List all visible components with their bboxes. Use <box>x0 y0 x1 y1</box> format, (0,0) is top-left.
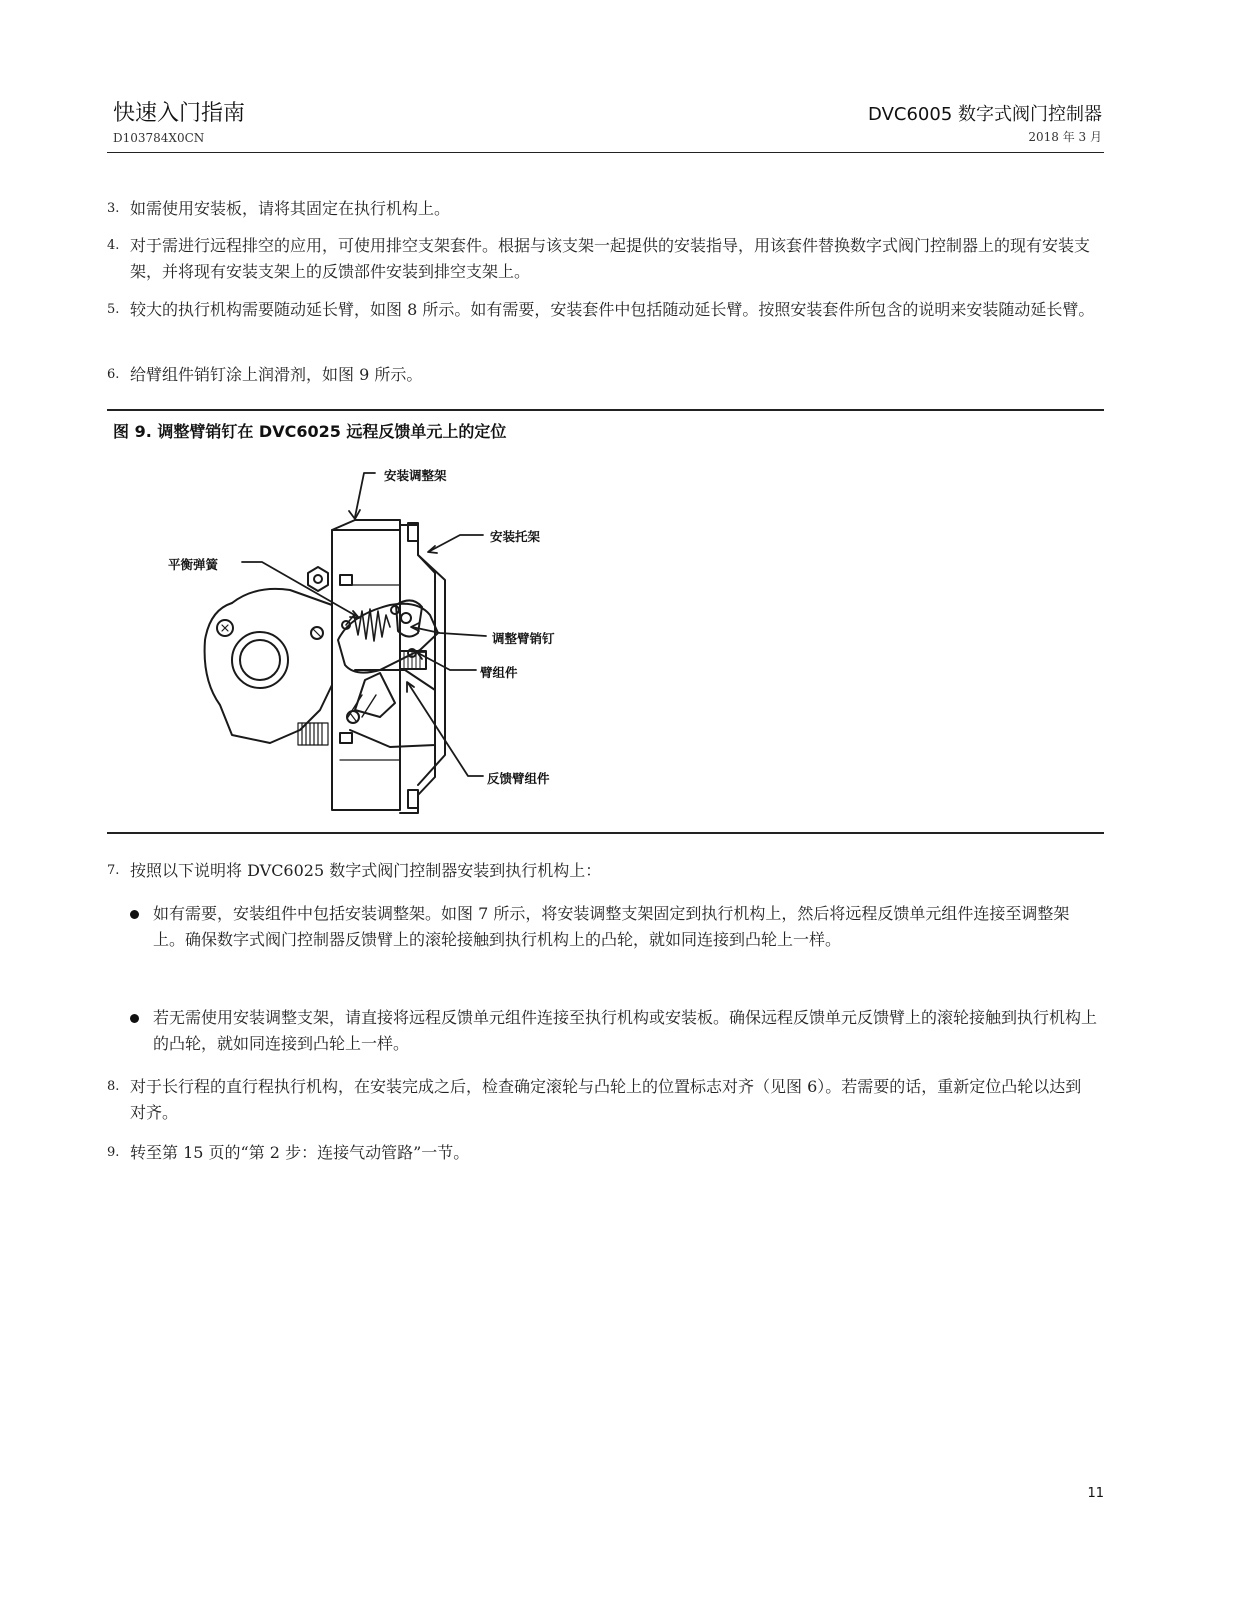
bullet-item <box>130 901 1085 953</box>
step-text: 较大的执行机构需要随动延长臂，如图 8 所示。如有需要，安装套件中包括随动延长臂。按照安装套件所包含的说明来安装随动延长臂。 <box>130 300 1095 319</box>
step-item <box>107 297 1097 323</box>
step-item <box>107 233 1097 285</box>
publication-date: 2018 年 3 月 <box>1028 130 1102 144</box>
label-arm-assembly: 臂组件 <box>480 665 518 680</box>
label-adjust-arm-pin: 调整臂销钉 <box>492 631 555 646</box>
step-item <box>107 196 1097 222</box>
step-text: 给臂组件销钉涂上润滑剂，如图 9 所示。 <box>130 365 423 384</box>
bullet-item <box>130 1005 1105 1057</box>
doc-number: D103784X0CN <box>113 131 205 145</box>
step-number: 7. <box>107 863 120 878</box>
bullet-text: 如有需要，安装组件中包括安装调整架。如图 7 所示，将安装调整支架固定到执行机构上，然后将远程反馈单元组件连接至调整架上。确保数字式阀门控制器反馈臂上的滚轮接触到执行机构上的凸轮，就如同连接到凸轮上一样。 <box>153 904 1070 949</box>
step-number: 5. <box>107 302 120 317</box>
label-mount-bracket: 安装托架 <box>490 529 541 544</box>
leader-mount-bracket <box>430 535 483 551</box>
step-number: 3. <box>107 201 120 216</box>
leader-adjust-arm-pin <box>412 627 486 636</box>
guide-title: 快速入门指南 <box>113 101 246 126</box>
bullet-dot <box>130 910 139 919</box>
step-item <box>107 1140 1097 1166</box>
step-text: 对于需进行远程排空的应用，可使用排空支架套件。根据与该支架一起提供的安装指导，用该套件替换数字式阀门控制器上的现有安装支架，并将现有安装支架上的反馈部件安装到排空支架上。 <box>130 236 1091 281</box>
step-text: 对于长行程的直行程执行机构，在安装完成之后，检查确定滚轮与凸轮上的位置标志对齐（见图 6）。若需要的话，重新定位凸轮以达到对齐。 <box>130 1077 1082 1122</box>
label-feedback-arm-assembly: 反馈臂组件 <box>487 771 550 786</box>
step-number: 4. <box>107 238 120 253</box>
figure-top-rule <box>107 409 1104 411</box>
figure-bottom-rule <box>107 832 1104 834</box>
step-text: 转至第 15 页的“第 2 步：连接气动管路”一节。 <box>130 1143 470 1162</box>
label-balance-spring: 平衡弹簧 <box>168 557 219 572</box>
figure-caption: 图 9. 调整臂销钉在 DVC6025 远程反馈单元上的定位 <box>113 422 507 441</box>
step-number: 8. <box>107 1079 120 1094</box>
bullet-dot <box>130 1014 139 1023</box>
header-rule <box>107 152 1104 153</box>
product-title: DVC6005 数字式阀门控制器 <box>868 104 1102 125</box>
step-item <box>107 362 1097 388</box>
step-item <box>107 858 1097 884</box>
housing-body <box>205 603 332 743</box>
step-text: 按照以下说明将 DVC6025 数字式阀门控制器安装到执行机构上： <box>130 861 602 880</box>
page-number: 11 <box>1087 1486 1104 1501</box>
label-adjust-frame: 安装调整架 <box>384 468 447 483</box>
step-text: 如需使用安装板，请将其固定在执行机构上。 <box>130 199 451 218</box>
leader-adjust-frame <box>355 473 375 517</box>
feedback-arm <box>355 673 395 717</box>
step-item <box>107 1074 1097 1126</box>
step-number: 6. <box>107 367 120 382</box>
step-number: 9. <box>107 1145 120 1160</box>
bullet-text: 若无需使用安装调整支架，请直接将远程反馈单元组件连接至执行机构或安装板。确保远程反馈单元反馈臂上的滚轮接触到执行机构上的凸轮，就如同连接到凸轮上一样。 <box>153 1008 1098 1053</box>
